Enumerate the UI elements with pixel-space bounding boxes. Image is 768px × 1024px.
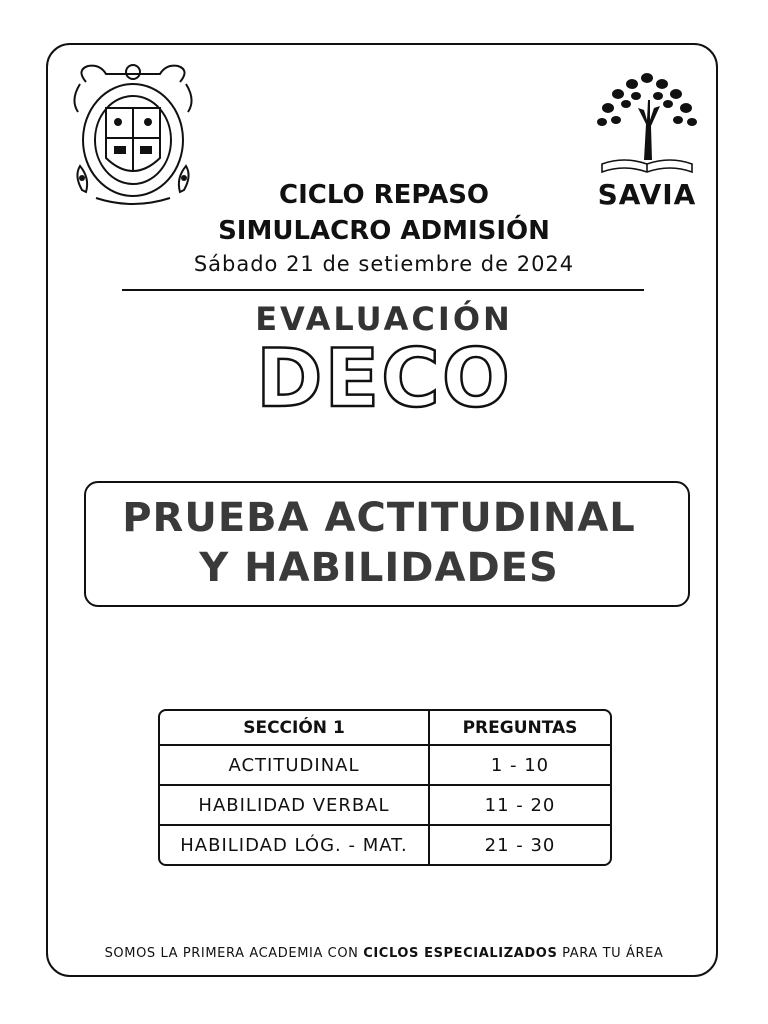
section-table: [158, 709, 612, 866]
exam-title-line1: PRUEBA ACTITUDINAL: [122, 495, 636, 541]
table-cell-questions: 11 - 20: [430, 786, 610, 826]
divider: [122, 289, 644, 291]
cycle-title: CICLO REPASO: [278, 180, 490, 210]
footer-text-after: PARA TU ÁREA: [557, 946, 664, 961]
table-cell-section: HABILIDAD VERBAL: [160, 786, 430, 826]
table-cell-questions: 1 - 10: [430, 746, 610, 786]
table-row: [160, 826, 610, 864]
exam-type-title: SIMULACRO ADMISIÓN: [218, 216, 550, 246]
footer-slogan: [0, 946, 768, 961]
table-header-row: [160, 711, 610, 746]
exam-date: Sábado 21 de setiembre de 2024: [193, 252, 575, 276]
footer-text-before: SOMOS LA PRIMERA ACADEMIA CON: [104, 946, 364, 961]
evaluation-name: DECO: [256, 334, 512, 418]
table-cell-section: ACTITUDINAL: [160, 746, 430, 786]
table-header-questions: PREGUNTAS: [430, 711, 610, 746]
savia-logo-text: SAVIA: [597, 178, 697, 211]
exam-title-box: [84, 481, 690, 607]
table-cell-section: HABILIDAD LÓG. - MAT.: [160, 826, 430, 864]
evaluation-label: EVALUACIÓN: [255, 300, 513, 338]
table-row: [160, 786, 610, 826]
exam-title-line2: Y HABILIDADES: [199, 545, 559, 591]
table-header-section: SECCIÓN 1: [160, 711, 430, 746]
footer-text-bold: CICLOS ESPECIALIZADOS: [363, 946, 558, 961]
table-cell-questions: 21 - 30: [484, 834, 556, 856]
table-row: [160, 746, 610, 786]
evaluation-name-outline: [234, 334, 534, 418]
